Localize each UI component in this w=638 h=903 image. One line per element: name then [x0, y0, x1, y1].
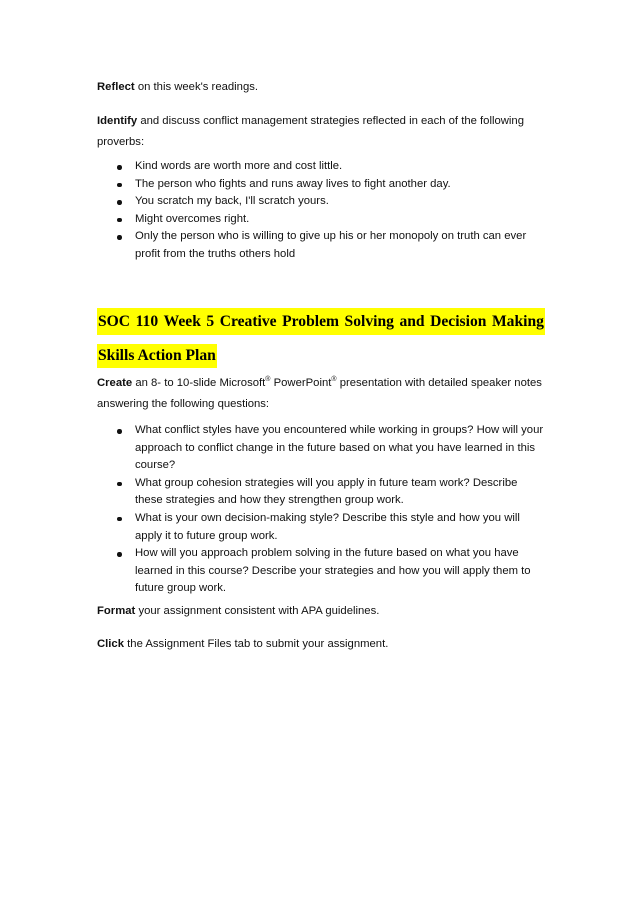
- question-text: What is your own decision-making style? Describe this style and how you will: [135, 511, 520, 524]
- list-item: [97, 545, 545, 598]
- list-item: [97, 510, 545, 545]
- question-text: apply it to future group work.: [135, 529, 278, 542]
- bullet-icon: [117, 517, 122, 522]
- question-text: What group cohesion strategies will you apply in future team work? Describe: [135, 476, 518, 489]
- identify-paragraph: [97, 111, 545, 153]
- bullet-icon: [117, 482, 122, 487]
- list-item: [97, 211, 545, 229]
- format-text: your assignment consistent with APA guidelines.: [138, 605, 380, 617]
- heading-word: Week: [163, 312, 201, 330]
- create-text-line2: answering the following questions:: [97, 398, 270, 410]
- list-item: [97, 475, 545, 510]
- proverb-text: Only the person who is willing to give up his or her monopoly on truth can ever: [135, 230, 527, 243]
- registered-mark: ®: [265, 376, 271, 383]
- create-text-part2: PowerPoint: [270, 377, 332, 389]
- bullet-icon: [117, 165, 122, 170]
- registered-mark: ®: [331, 376, 337, 383]
- heading-text: Skills Action Plan: [98, 347, 216, 364]
- heading-word: Problem: [282, 312, 339, 330]
- heading-word: Making: [491, 312, 544, 330]
- proverb-text-cont: profit from the truths others hold: [135, 247, 296, 260]
- reflect-text: on this week's readings.: [137, 81, 259, 93]
- proverb-text: Kind words are worth more and cost little.: [135, 160, 343, 172]
- document-page: [97, 0, 545, 903]
- reflect-lead: Reflect: [97, 81, 135, 93]
- identify-lead: Identify: [97, 115, 138, 127]
- question-text: these strategies and how they strengthen group work.: [135, 494, 404, 507]
- bullet-icon: [117, 183, 122, 188]
- format-paragraph: [97, 601, 545, 622]
- heading-word: 110: [135, 312, 159, 330]
- question-text: course?: [135, 459, 176, 472]
- bullet-icon: [117, 552, 122, 557]
- proverb-text: The person who fights and runs away lives to fight another day.: [135, 177, 451, 190]
- list-item: [97, 228, 545, 263]
- bullet-icon: [117, 429, 122, 434]
- bullet-icon: [117, 235, 122, 240]
- heading-word: Creative: [219, 312, 277, 330]
- proverb-text: Might overcomes right.: [135, 212, 250, 225]
- list-item: [97, 422, 545, 475]
- bullet-icon: [117, 218, 122, 223]
- question-text: future group work.: [135, 582, 227, 595]
- question-text: What conflict styles have you encountered while working in groups? How will your: [135, 424, 544, 436]
- reflect-paragraph: [97, 77, 545, 98]
- create-lead: Create: [97, 377, 133, 389]
- heading-word: SOC: [98, 312, 131, 330]
- heading-word: Decision: [430, 312, 487, 330]
- list-item: [97, 158, 545, 176]
- bullet-icon: [117, 200, 122, 205]
- create-paragraph: [97, 373, 545, 415]
- list-item: [97, 176, 545, 194]
- section-heading: [97, 308, 545, 335]
- heading-word: 5: [206, 312, 215, 330]
- identify-text-line2: proverbs:: [97, 136, 145, 148]
- format-lead: Format: [97, 605, 136, 617]
- click-lead: Click: [97, 638, 125, 650]
- list-item: [97, 193, 545, 211]
- heading-word: Solving: [344, 312, 394, 330]
- question-text: How will you approach problem solving in the future based on what you have: [135, 547, 519, 560]
- question-text: learned in this course? Describe your strategies and how you will apply them to: [135, 564, 531, 577]
- identify-text-line1: and discuss conflict management strategies reflected in each of the following: [140, 115, 524, 127]
- click-text: the Assignment Files tab to submit your assignment.: [127, 638, 389, 650]
- section-heading-line2: [97, 344, 217, 368]
- heading-word: and: [399, 312, 425, 330]
- proverbs-list: [97, 158, 545, 264]
- proverb-text: You scratch my back, I'll scratch yours.: [135, 195, 329, 208]
- create-text-part1: an 8- to 10-slide Microsoft: [135, 377, 266, 389]
- click-paragraph: [97, 634, 545, 655]
- questions-list: [97, 422, 545, 598]
- question-text: approach to conflict change in the future based on what you have learned in this: [135, 441, 536, 454]
- create-text-part3: presentation with detailed speaker notes: [336, 377, 542, 389]
